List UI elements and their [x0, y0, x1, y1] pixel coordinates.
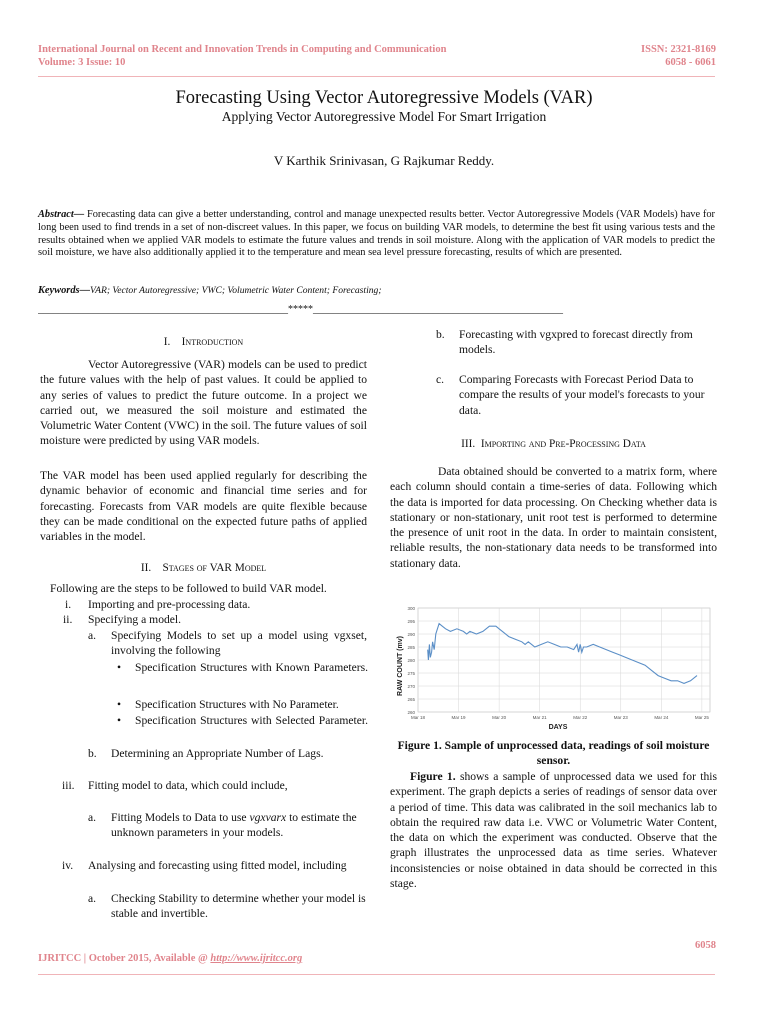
page-range: 6058 - 6061 [665, 57, 716, 68]
footer-text [38, 953, 302, 964]
x-tick-label: Mar 24 [654, 715, 669, 720]
volume-issue: Volume: 3 Issue: 10 [38, 57, 126, 68]
bullet-marker: • [117, 698, 122, 711]
header-rule [38, 76, 715, 77]
abstract-label: Abstract— [38, 209, 85, 220]
keywords-label: Keywords— [38, 285, 90, 296]
abstract [38, 209, 715, 260]
x-tick-label: Mar 19 [451, 715, 466, 720]
list-marker: ii. [63, 613, 73, 626]
list-marker: i. [65, 598, 72, 611]
y-axis-label: RAW COUNT (mv) [397, 636, 404, 696]
list-item: Determining an Appropriate Number of Lags. [111, 747, 324, 760]
bullet-marker: • [117, 714, 122, 727]
list-item: Comparing Forecasts with Forecast Period Data to compare the results of your model's forecasts to your data. [459, 373, 705, 417]
section-2-title: Stages of VAR Model [162, 562, 267, 574]
list-item: Specification Structures with No Parameter. [135, 698, 339, 711]
list-item: Importing and pre-processing data. [88, 598, 251, 611]
section-3-heading [390, 437, 717, 452]
keywords-text: VAR; Vector Autoregressive; VWC; Volumetric Water Content; Forecasting; [89, 285, 382, 296]
separator-stars: ***** [288, 304, 313, 315]
list-marker: iii. [62, 779, 75, 792]
list-marker: a. [88, 629, 97, 642]
figure-1-caption: Figure 1. Sample of unprocessed data, readings of soil moisture sensor. [397, 739, 710, 767]
section-1-heading [40, 335, 367, 350]
list-item-text: to estimate the unknown parameters in your models. [111, 811, 357, 840]
x-tick-label: Mar 22 [573, 715, 588, 720]
paper-subtitle: Applying Vector Autoregressive Model For Smart Irrigation [221, 109, 547, 124]
issn: ISSN: 2321-8169 [641, 44, 716, 55]
list-item [111, 810, 367, 841]
list-item: Specification Structures with Known Parameters. [135, 661, 368, 674]
footer-page-number: 6058 [695, 940, 716, 951]
chart-grid [418, 608, 710, 712]
x-tick-label: Mar 25 [694, 715, 709, 720]
separator-right: __________________________________________________ [313, 304, 563, 315]
list-item: Analysing and forecasting using fitted model, including [88, 859, 347, 872]
list-marker: b. [88, 747, 97, 760]
list-marker: iv. [62, 859, 74, 872]
x-tick-label: Mar 20 [492, 715, 507, 720]
function-name: vgxvarx [249, 811, 287, 824]
y-tick-label: 270 [407, 684, 415, 689]
figure-1-text: shows a sample of unprocessed data we used for this experiment. The graph depicts a series of readings of sensor data over a period of time. This data was calibrated in the soil mechanics lab to obtain the required raw data i.e. VWC or Volumetric Water Content, the data on which the experiment was conducted. Observe that the graph illustrates the unprocessed data as time series. Whatever inconsistencies or noise obtained in data should be corrected in this stage. [390, 770, 717, 891]
list-marker: a. [88, 892, 97, 905]
x-tick-label: Mar 21 [532, 715, 547, 720]
bullet-marker: • [117, 661, 122, 674]
list-item: Specifying a model. [88, 613, 182, 626]
section-1-number: I. [163, 336, 171, 348]
y-tick-label: 285 [407, 645, 415, 650]
x-tick-label: Mar 23 [613, 715, 628, 720]
footer-label: IJRITCC | October 2015, Available @ [38, 953, 211, 964]
y-tick-label: 265 [407, 697, 415, 702]
steps-intro: Following are the steps to be followed to build VAR model. [50, 582, 327, 595]
y-axis-ticks [407, 606, 415, 715]
authors: V Karthik Srinivasan, G Rajkumar Reddy. [273, 153, 495, 168]
section-2-number: II. [140, 562, 152, 574]
abstract-text: Forecasting data can give a better understanding, control and manage unexpected results better. Vector Autoregressive Models (VAR Models) have for long been used to find trends in a set of non-discreet values. In this paper, we focus on building VAR models, to determine the best fit using various tests and the results obtained when we applied VAR models to estimate the future values and trends in soil moisture. Along with the application of VAR models to predict the soil moisture, we have also additionally applied it to the temperature and mean sea level pressure forecasting, results of which are presented. [38, 209, 715, 259]
paper-title: Forecasting Using Vector Autoregressive Models (VAR) [175, 88, 593, 108]
list-item: Fitting model to data, which could include, [88, 779, 288, 792]
journal-link[interactable]: http://www.ijritcc.org [210, 953, 303, 964]
keywords [38, 285, 715, 296]
section-3-paragraph: Data obtained should be converted to a matrix form, where each column should contain a time-series of data. Following which the data is imported for data processing. On Checking whether data is stationary or non-stationary, unit root test is performed to determine the presence of unit root in the data. In order to maintain consistent, reliable results, the non-stationary data needs to be transformed into stationary data. [390, 465, 717, 570]
y-tick-label: 300 [407, 606, 415, 611]
x-axis-label: DAYS [548, 724, 568, 731]
figure-1-paragraph [390, 769, 717, 891]
y-tick-label: 275 [407, 671, 415, 676]
list-item: Forecasting with vgxpred to forecast directly from models. [459, 328, 693, 357]
y-tick-label: 295 [407, 619, 415, 624]
journal-name: International Journal on Recent and Innovation Trends in Computing and Communication [38, 44, 447, 55]
section-2-heading [40, 561, 367, 576]
x-tick-label: Mar 18 [410, 715, 426, 720]
separator [38, 304, 715, 315]
section-3-title: Importing and Pre-Processing Data [480, 438, 646, 450]
section-1-title: Introduction [181, 336, 244, 348]
figure-1-chart [380, 600, 720, 732]
x-axis-ticks [411, 715, 709, 720]
section-3-number: III. [461, 438, 476, 450]
list-marker: c. [436, 373, 445, 386]
footer-rule [38, 974, 715, 975]
list-item: Checking Stability to determine whether your model is stable and invertible. [111, 892, 366, 921]
list-item: Specifying Models to set up a model using vgxset, involving the following [111, 629, 367, 658]
y-tick-label: 260 [407, 710, 415, 715]
intro-paragraph-1: Vector Autoregressive (VAR) models can be used to predict the future values with the help of past values. It could be applied to any series of values to predict the future outcome. In a project we carried out, we measured the soil moisture and estimated the Volumetric Water Content (VWC) in the soil. The future values of soil moisture were predicted by using VAR models. [40, 358, 367, 448]
list-marker: b. [436, 328, 445, 341]
figure-reference: Figure 1. [410, 770, 456, 783]
list-item: Specification Structures with Selected Parameter. [135, 714, 368, 727]
intro-paragraph-2: The VAR model has been used applied regularly for describing the dynamic behavior of economic and financial time series and for forecasting. Forecasts from VAR models are quite flexible because they can be made conditional on the expected future paths of applied variables in the model. [40, 469, 367, 544]
list-marker: a. [88, 811, 97, 824]
y-tick-label: 290 [407, 632, 415, 637]
y-tick-label: 280 [407, 658, 415, 663]
list-item-text: Fitting Models to Data to use [111, 811, 250, 824]
separator-left: __________________________________________________ [38, 304, 288, 315]
